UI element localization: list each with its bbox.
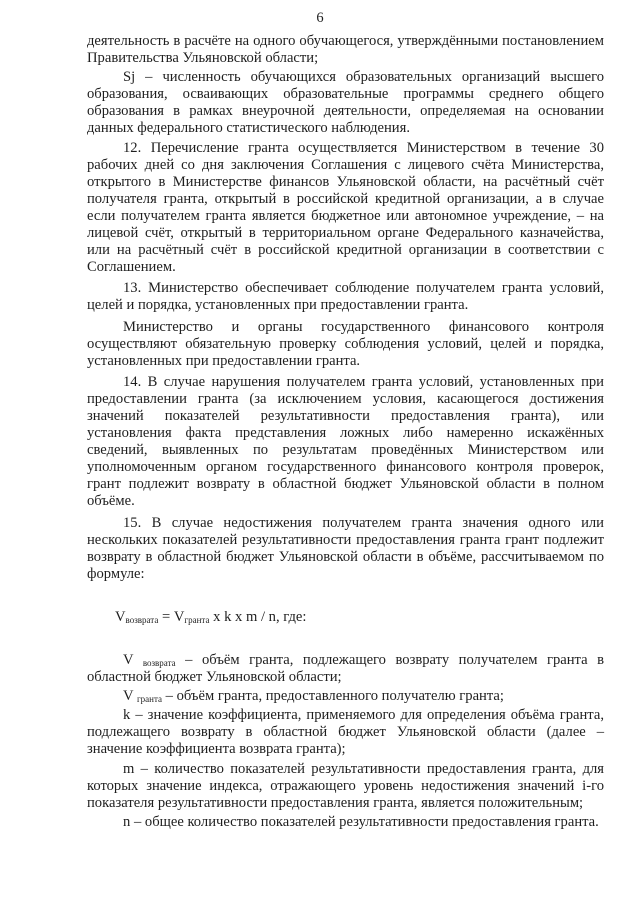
formula-sub-grant: гранта [184,614,210,625]
page-number: 6 [316,10,324,26]
paragraph-14: 14. В случае нарушения получателем гранта условий, установленных при предоставлении гранта (за исключением условия, касающегося достижения значений показателей результативности предоставления гранта), или установления факта представления ложных либо намеренно искажённых сведений, выявленных по результатам проведённых Министерством или уполномоченным органом государственного финансового контроля проверок, грант подлежит возврату в областной бюджет Ульяновской области в полном объёме. [87,373,604,510]
paragraph-continuation: деятельность в расчёте на одного обучающегося, утверждёнными постановлением Правительства Ульяновской области; [87,33,604,67]
definition-v-grant [87,688,604,705]
definition-m: m – количество показателей результативности предоставления гранта, для которых значение индекса, отражающего уровень недостижения значений i-го показателя результативности предоставления гранта, является положительным; [87,760,604,811]
definition-vg-text: – объём гранта, предоставленного получателю гранта; [161,688,504,705]
paragraph-sj-definition: Sj – численность обучающихся образовательных организаций высшего образования, осваивающих образовательные программы среднего общего образования в рамках внеурочной деятельности, определяемая на основании данных федерального статистического наблюдения. [87,69,604,137]
document-body [87,33,604,831]
paragraph-control: Министерство и органы государственного финансового контроля осуществляют обязательную проверку соблюдения условий, целей и порядка, установленных при предоставлении гранта. [87,318,604,369]
definition-vg-symbol: V [123,688,137,705]
definition-k: k – значение коэффициента, применяемого для определения объёма гранта, подлежащего возврату в областной бюджет Ульяновской области (далее – значение коэффициента возврата гранта); [87,707,604,758]
paragraph-15: 15. В случае недостижения получателем гранта значения одного или нескольких показателей результативности предоставления гранта грант подлежит возврату в областной бюджет Ульяновской области в объёме, рассчитываемом по формуле: [87,514,604,582]
formula-tail: x k x m / n, где: [209,608,307,625]
definition-n: n – общее количество показателей результативности предоставления гранта. [123,813,599,830]
paragraph-12: 12. Перечисление гранта осуществляется Министерством в течение 30 рабочих дней со дня заключения Соглашения с лицевого счёта Министерства, открытого в Министерстве финансов Ульяновской области, на расчётный счёт получателя гранта, открытый в российской кредитной организации, а в случае если получателем гранта является бюджетное или автономное учреждение, – на лицевой счёт, открытый в территориальном органе Федерального казначейства, или на расчётный счёт в российской кредитной организации в соответствии с Соглашением. [87,139,604,276]
definition-v-return [87,652,604,686]
formula-eq: = V [158,608,185,625]
formula-sub-return: возврата [125,614,159,625]
paragraph-13: 13. Министерство обеспечивает соблюдение получателем гранта условий, целей и порядка, установленных при предоставлении гранта. [87,280,604,314]
definition-v-text: – объём гранта, подлежащего возврату получателем гранта в областной бюджет Ульяновской области; [87,652,604,686]
definition-v-symbol: V [123,652,143,668]
definition-v-sub: возврата [142,658,176,668]
return-formula [87,609,604,626]
formula-v: V [115,608,126,625]
definition-vg-sub: гранта [136,694,162,705]
